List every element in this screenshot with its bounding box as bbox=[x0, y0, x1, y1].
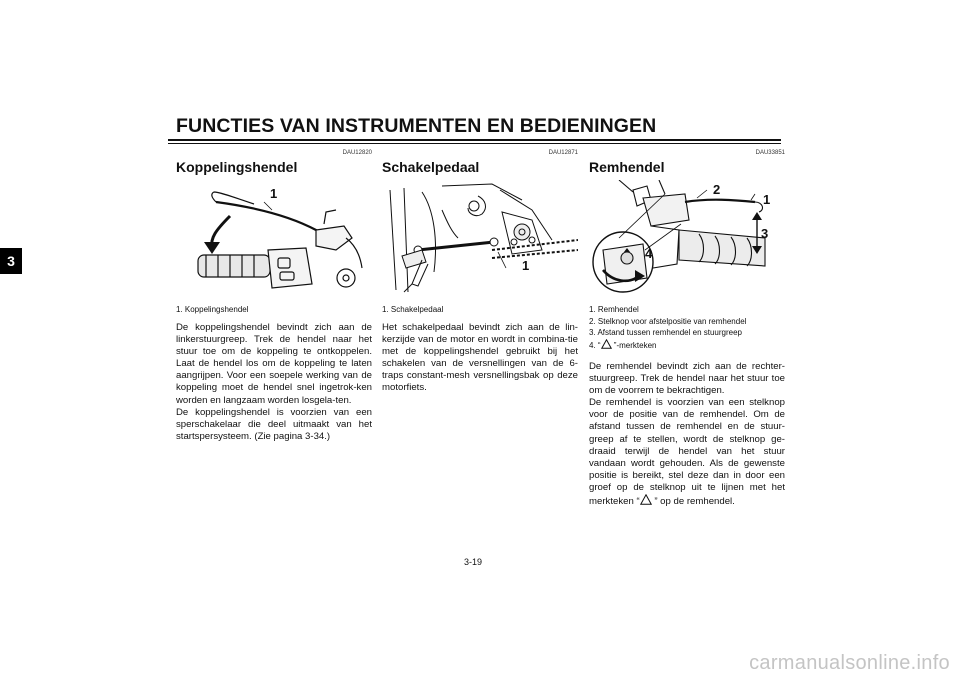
figure-captions bbox=[382, 304, 578, 316]
caption: 3. Afstand tussen remhendel en stuurgreep bbox=[589, 328, 742, 337]
figure-label-1: 1 bbox=[763, 192, 771, 207]
caption: 1. Schakelpedaal bbox=[382, 305, 444, 314]
caption-suffix: ”-merkteken bbox=[611, 340, 657, 350]
watermark: carmanualsonline.info bbox=[749, 652, 950, 674]
figure-label-4: 4 bbox=[645, 246, 653, 261]
page-number: 3-19 bbox=[464, 557, 483, 567]
section-title: Koppelingshendel bbox=[176, 159, 298, 175]
paragraph: Het schakelpedaal bevindt zich aan de lin-kerzijde van de motor en wordt in combina-tie met de koppelingshendel gebruikt bij het schakelen van de versnellingen van de 6-traps constant-mesh versnellingsbak op deze motorfiets. bbox=[382, 322, 578, 394]
paragraph bbox=[589, 397, 785, 508]
section-title: Schakelpedaal bbox=[382, 159, 480, 175]
paragraph-text: De remhendel is voorzien van een stelknop voor de positie van de remhendel. Om de afstand tussen de remhendel en de stuur-greep af te stellen, wordt de stelknop ge-draaid terwijl de hendel van het stuur vandaan wordt gehouden. Als de gewenste positie is bereikt, stel deze dan in door een groef op de stelknop uit te lijnen met het bbox=[589, 397, 785, 493]
triangle-mark-icon bbox=[640, 494, 652, 505]
last-line-suffix: ” op de remhendel. bbox=[651, 496, 735, 508]
brake-lever-figure bbox=[589, 180, 785, 300]
section-body bbox=[176, 322, 372, 443]
caption bbox=[589, 339, 785, 352]
paragraph: De remhendel bevindt zich aan de rechter-stuurgreep. Trek de hendel naar het stuur toe om de voorrem te bekrachtigen. bbox=[589, 361, 785, 397]
section-body bbox=[382, 322, 578, 395]
clutch-lever-figure bbox=[176, 180, 372, 300]
section-body bbox=[589, 361, 785, 508]
section-code: DAU33851 bbox=[755, 150, 785, 156]
figure-captions bbox=[176, 304, 372, 316]
caption-prefix: 4. “ bbox=[589, 340, 601, 350]
section-code: DAU12820 bbox=[342, 150, 372, 156]
caption: 2. Stelknop voor afstelpositie van remhendel bbox=[589, 316, 747, 326]
figure-label-3: 3 bbox=[761, 226, 769, 241]
paragraph: De koppelingshendel bevindt zich aan de linkerstuurgreep. Trek de hendel naar het stuur toe om de koppeling te ontkoppelen. Laat de hendel los om de koppeling te laten aangrijpen. Voor een soepele werking van de koppeling moet de hendel snel ingetrok-ken worden en langzaam worden losgela-ten. bbox=[176, 322, 372, 406]
section-title: Remhendel bbox=[589, 159, 665, 175]
figure-label-1: 1 bbox=[522, 258, 530, 273]
triangle-mark-icon bbox=[601, 339, 612, 349]
page-title: FUNCTIES VAN INSTRUMENTEN EN BEDIENINGEN bbox=[176, 115, 657, 137]
brake-lever-illustration bbox=[589, 180, 785, 300]
shift-pedal-illustration bbox=[382, 180, 578, 300]
caption: 1. Koppelingshendel bbox=[176, 305, 249, 314]
title-rule bbox=[168, 139, 781, 141]
title-rule-thin bbox=[168, 143, 781, 144]
figure-label-2: 2 bbox=[713, 182, 721, 197]
shift-pedal-figure bbox=[382, 180, 578, 300]
chapter-tab: 3 bbox=[0, 248, 22, 274]
caption: 1. Remhendel bbox=[589, 305, 639, 314]
section-code: DAU12871 bbox=[548, 150, 578, 156]
figure-captions bbox=[589, 304, 785, 351]
clutch-lever-illustration bbox=[176, 180, 372, 300]
last-line-prefix: merkteken “ bbox=[589, 496, 640, 508]
paragraph: De koppelingshendel is voorzien van een sperschakelaar die deel uitmaakt van het startspersysteem. (Zie pagina 3-34.) bbox=[176, 406, 372, 442]
figure-label-1: 1 bbox=[270, 186, 278, 201]
